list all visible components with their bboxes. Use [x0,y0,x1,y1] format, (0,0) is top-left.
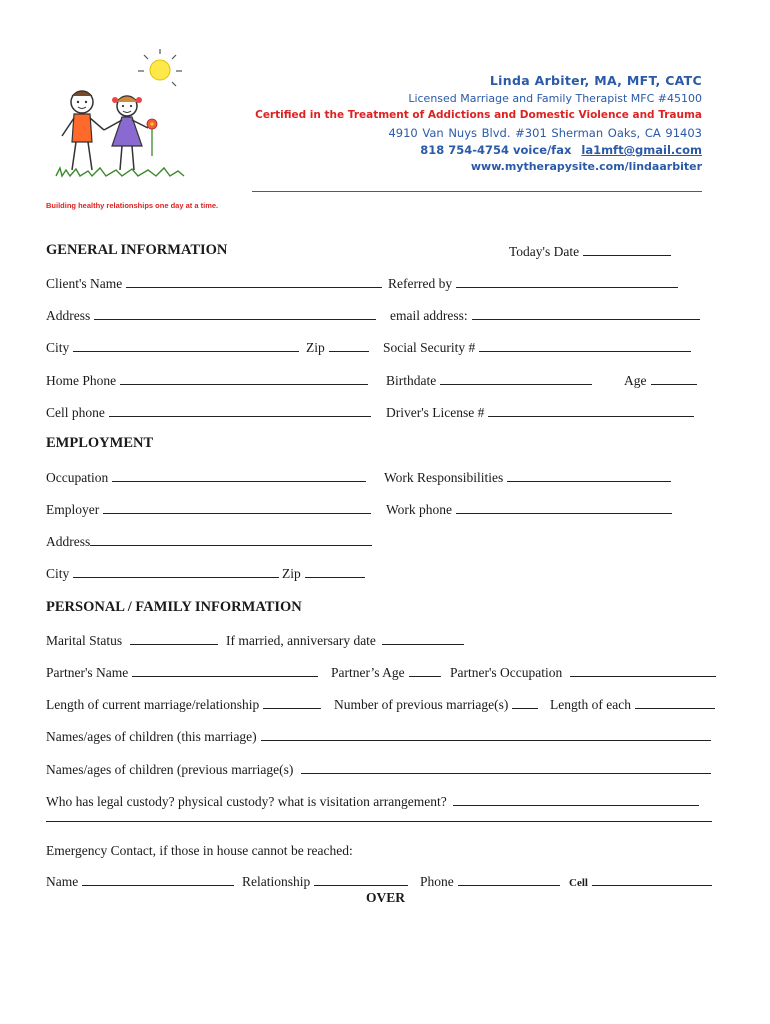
length-of-each-field[interactable] [550,697,715,713]
children-holding-hands-logo-icon [52,44,202,194]
anniversary-date-label: If married, anniversary date [226,633,376,648]
employer-address-label: Address [46,534,91,549]
tagline: Building healthy relationships one day at a time. [46,201,219,210]
phone-number: 818 754-4754 voice/fax [420,143,572,157]
contact-line [420,143,702,157]
partners-age-label: Partner’s Age [331,665,405,680]
length-current-relationship-label: Length of current marriage/relationship [46,697,260,712]
home-phone-label: Home Phone [46,373,117,388]
todays-date-field[interactable] [509,244,671,260]
employer-city-label: City [46,566,70,581]
zip-label: Zip [306,340,325,355]
number-previous-marriages-label: Number of previous marriage(s) [334,697,509,712]
clients-name-field[interactable] [46,276,382,292]
occupation-field[interactable] [46,470,366,486]
address-field[interactable] [46,308,376,324]
partners-name-label: Partner's Name [46,665,129,680]
emergency-name-label: Name [46,874,79,889]
referred-by-label: Referred by [388,276,453,291]
office-address: 4910 Van Nuys Blvd. #301 Sherman Oaks, CA 91403 [388,126,702,140]
emergency-phone-label: Phone [420,874,454,889]
address-label: Address [46,308,91,323]
custody-label: Who has legal custody? physical custody? what is visitation arrangement? [46,794,447,809]
emergency-contact-heading: Emergency Contact, if those in house cannot be reached: [46,843,353,858]
over-indicator: OVER [366,890,406,905]
section-employment-title: EMPLOYMENT [46,435,154,451]
emergency-cell-label: Cell [569,877,588,889]
email-address-label: email address: [390,308,468,323]
drivers-license-label: Driver's License # [386,405,485,420]
children-this-marriage-label: Names/ages of children (this marriage) [46,729,257,744]
age-label: Age [624,373,647,388]
partners-occupation-label: Partner's Occupation [450,665,563,680]
section-personal-title: PERSONAL / FAMILY INFORMATION [46,599,302,615]
section-general-title: GENERAL INFORMATION [46,242,228,258]
cell-phone-label: Cell phone [46,405,105,420]
employer-zip-label: Zip [282,566,301,581]
occupation-label: Occupation [46,470,109,485]
work-phone-field[interactable] [386,502,672,518]
work-phone-label: Work phone [386,502,453,517]
custody-continuation-line[interactable] [46,821,712,822]
children-this-marriage-field[interactable] [46,729,711,745]
license-line: Licensed Marriage and Family Therapist MFC #45100 [408,92,702,105]
clients-name-label: Client's Name [46,276,123,291]
city-field[interactable] [46,340,299,356]
todays-date-label: Today's Date [509,244,580,259]
number-previous-marriages-field[interactable] [334,697,538,713]
work-responsibilities-field[interactable] [384,470,671,486]
referred-by-field[interactable] [388,276,678,292]
length-current-relationship-field[interactable] [46,697,321,713]
header-divider [252,191,702,192]
partners-name-field[interactable] [46,665,318,681]
partners-occupation-field[interactable] [450,665,716,681]
birthdate-field[interactable] [386,373,592,389]
employer-field[interactable] [46,502,371,518]
birthdate-label: Birthdate [386,373,437,388]
email-address-field[interactable] [390,308,700,324]
emergency-relationship-label: Relationship [242,874,311,889]
children-previous-marriage-label: Names/ages of children (previous marriage(s) [46,762,294,777]
marital-status-field[interactable] [46,633,218,649]
social-security-label: Social Security # [383,340,476,355]
employer-city-field[interactable] [46,566,279,582]
length-of-each-label: Length of each [550,697,631,712]
employer-address-field[interactable] [46,534,372,550]
employer-label: Employer [46,502,100,517]
partners-age-field[interactable] [331,665,441,681]
emergency-phone-field[interactable] [420,874,560,890]
website-link[interactable]: www.mytherapysite.com/lindaarbiter [470,160,702,173]
city-label: City [46,340,70,355]
employer-zip-field[interactable] [282,566,365,582]
children-previous-marriage-field[interactable] [46,762,711,778]
age-field[interactable] [624,373,697,389]
therapist-name: Linda Arbiter, MA, MFT, CATC [489,73,702,88]
certification-line: Certified in the Treatment of Addictions and Domestic Violence and Trauma [255,109,702,121]
emergency-relationship-field[interactable] [242,874,408,890]
work-responsibilities-label: Work Responsibilities [384,470,504,485]
drivers-license-field[interactable] [386,405,694,421]
home-phone-field[interactable] [46,373,368,389]
social-security-field[interactable] [383,340,691,356]
emergency-name-field[interactable] [46,874,234,890]
anniversary-date-field[interactable] [226,633,464,649]
emergency-cell-field[interactable] [569,874,712,890]
cell-phone-field[interactable] [46,405,371,421]
email-link[interactable]: la1mft@gmail.com [581,143,702,157]
marital-status-label: Marital Status [46,633,123,648]
custody-field[interactable] [46,794,699,810]
zip-field[interactable] [306,340,369,356]
